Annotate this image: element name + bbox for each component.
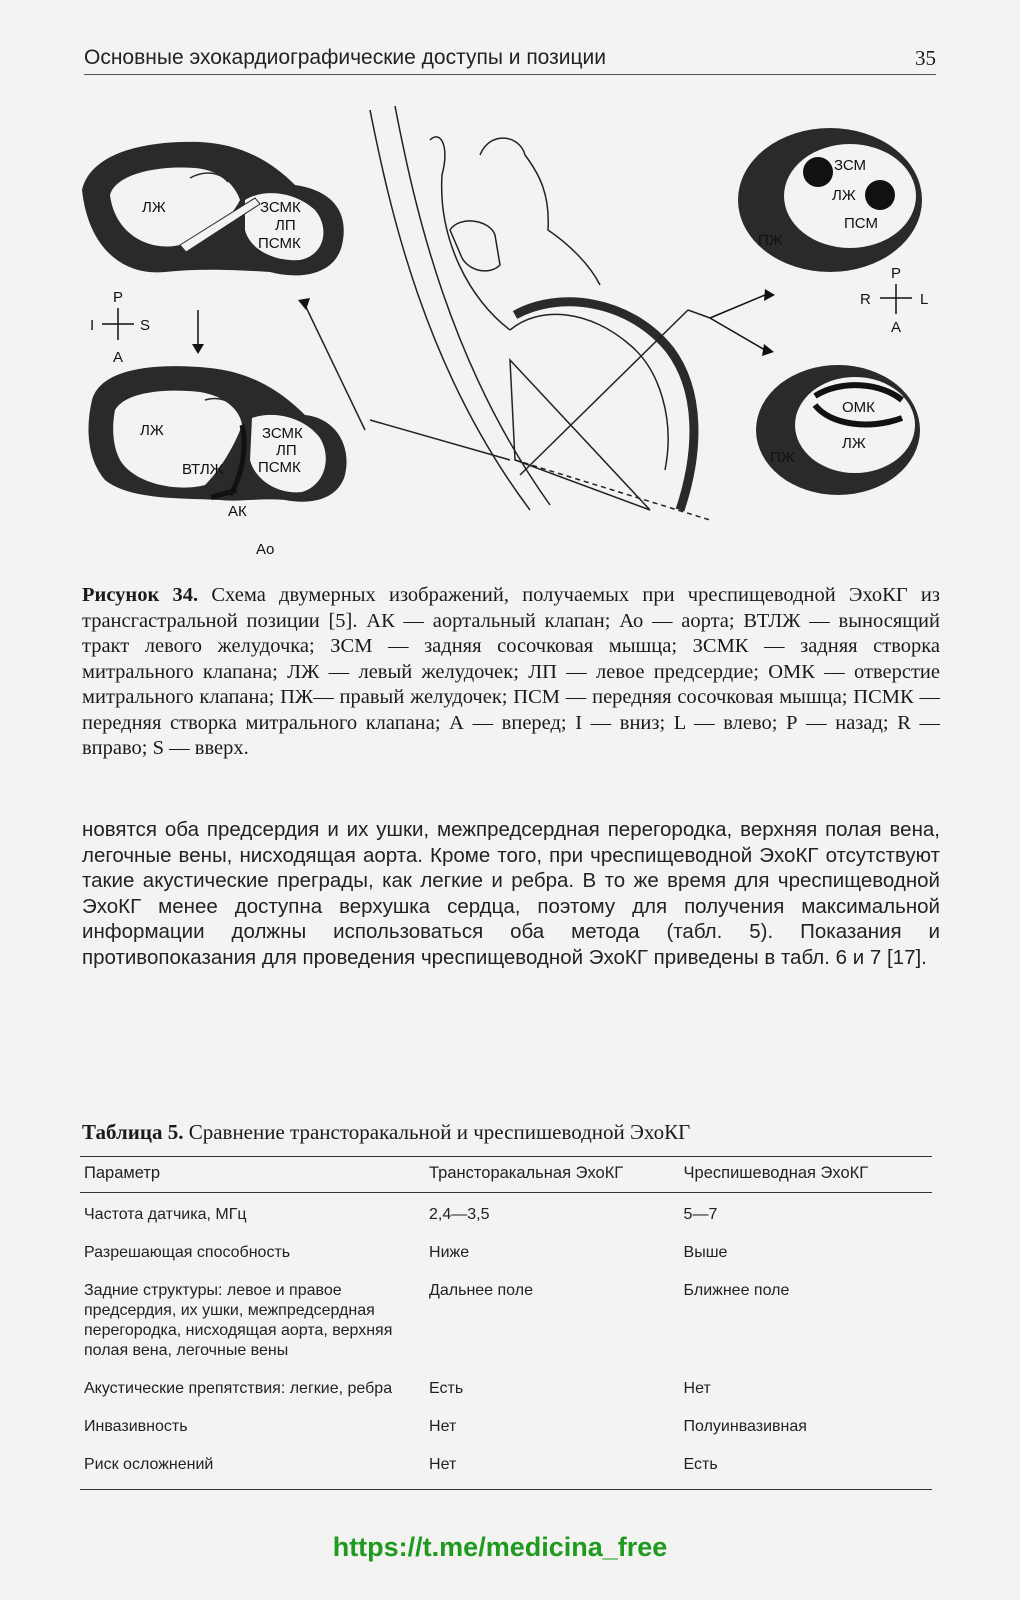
central-heart bbox=[305, 106, 710, 520]
label-lzh-2: ЛЖ bbox=[140, 422, 164, 439]
table-cell: Выше bbox=[683, 1244, 728, 1261]
label-lzh-3: ЛЖ bbox=[832, 187, 856, 204]
figure-caption bbox=[82, 583, 940, 762]
running-title: Основные эхокардиографические доступы и позиции bbox=[84, 46, 606, 69]
column-header: Чреспишеводная ЭхоКГ bbox=[680, 1157, 932, 1193]
table-row bbox=[80, 1193, 932, 1232]
table-header-row bbox=[80, 1157, 932, 1193]
table-row bbox=[80, 1405, 932, 1443]
axis-i: I bbox=[90, 317, 95, 334]
label-ak: АК bbox=[228, 503, 247, 520]
column-header: Параметр bbox=[80, 1157, 425, 1193]
table-row bbox=[80, 1443, 932, 1490]
axis-a: A bbox=[113, 349, 124, 366]
table-cell: Нет bbox=[425, 1443, 680, 1490]
table-cell: 5—7 bbox=[683, 1206, 718, 1223]
column-header: Трансторакальная ЭхоКГ bbox=[425, 1157, 680, 1193]
table-cell: Нет bbox=[683, 1380, 711, 1397]
label-zsm: ЗСМ bbox=[834, 157, 867, 174]
table-title bbox=[82, 1120, 690, 1145]
label-pzh-2: ПЖ bbox=[770, 449, 795, 466]
axis-s: S bbox=[140, 317, 151, 334]
label-lzh-4: ЛЖ bbox=[842, 435, 866, 452]
label-pzh: ПЖ bbox=[758, 232, 783, 249]
table-cell: Риск осложнений bbox=[80, 1443, 425, 1490]
label-zsmk: ЗСМК bbox=[260, 199, 301, 216]
table-cell: Частота датчика, МГц bbox=[84, 1206, 247, 1223]
axis-cross-right bbox=[860, 265, 928, 336]
axis-cross-left bbox=[90, 289, 150, 366]
echo-schematic bbox=[70, 100, 970, 570]
table-cell: Инвазивность bbox=[84, 1418, 188, 1435]
table-row bbox=[80, 1367, 932, 1405]
body-paragraph: новятся оба предсердия и их ушки, межпредсердная перегородка, верхняя полая вена, легочные вены, нисходящая аорта. Кроме того, при чреспищеводной ЭхоКГ отсутствуют такие акустические преграды, как легкие и ребра. В то же время для чреспищеводной ЭхоКГ менее доступна верхушка сердца, поэтому для получения максимальной информации должны использоваться оба метода (табл. 5). Показания и противопоказания для проведения чреспищеводной ЭхоКГ приведены в табл. 6 и 7 [17]. bbox=[82, 818, 940, 969]
table-title-text: Сравнение трансторакальной и чреспишеводной ЭхоКГ bbox=[188, 1120, 691, 1144]
arrow-up-left bbox=[298, 298, 310, 310]
axis-p-2: P bbox=[891, 265, 902, 282]
table-cell: Акустические препятствия: легкие, ребра bbox=[84, 1380, 393, 1397]
view-top-left bbox=[82, 142, 344, 276]
label-vtlzh: ВТЛЖ bbox=[182, 461, 224, 478]
axis-p: P bbox=[113, 289, 124, 306]
label-omk: ОМК bbox=[842, 399, 875, 416]
axis-r: R bbox=[860, 291, 871, 308]
label-lp: ЛП bbox=[275, 217, 296, 234]
table-cell: Разрешающая способность bbox=[84, 1244, 291, 1261]
label-zsmk-2: ЗСМК bbox=[262, 425, 303, 442]
table-cell: Полуинвазивная bbox=[683, 1418, 807, 1435]
table-cell: Есть bbox=[680, 1443, 932, 1490]
table-row bbox=[80, 1231, 932, 1269]
axis-a-2: A bbox=[891, 319, 902, 336]
figure-34 bbox=[70, 100, 970, 570]
table-cell: 2,4—3,5 bbox=[429, 1206, 490, 1223]
caption-label: Рисунок 34. bbox=[82, 584, 199, 606]
table-cell: Дальнее поле bbox=[429, 1282, 533, 1299]
table-cell: Ближнее поле bbox=[683, 1282, 790, 1299]
label-psm: ПСМ bbox=[844, 215, 878, 232]
label-ao: Ao bbox=[256, 541, 275, 558]
label-psmk-2: ПСМК bbox=[258, 459, 301, 476]
page-number: 35 bbox=[915, 46, 936, 70]
view-bottom-right bbox=[756, 365, 920, 495]
caption-text: Схема двумерных изображений, получаемых при чреспищеводной ЭхоКГ из трансгастральной позиции [5]. АК — аортальный клапан; Ао — аорта; ВТЛЖ — выносящий тракт левого желудочка; ЗСМ — задняя сосочковая мышца; ЗСМК — задняя створка митрального клапана; ЛЖ — левый желудочек; ЛП — левое предсердие; ОМК — отверстие митрального клапана; ПЖ— правый желудочек; ПСМ — передняя сосочковая мышца; ПСМК — передняя створка митрального клапана; А — вперед; I — вниз; L — влево; Р — назад; R — вправо; S — вверх. bbox=[82, 584, 940, 759]
table-cell: Нет bbox=[429, 1418, 457, 1435]
table-cell: Ниже bbox=[429, 1244, 470, 1261]
table-cell: Задние структуры: левое и правое предсердия, их ушки, межпредсердная перегородка, нисходящая аорта, верхняя полая вена, легочные вены bbox=[84, 1282, 393, 1359]
axis-l: L bbox=[920, 291, 929, 308]
comparison-table bbox=[80, 1156, 932, 1490]
label-psmk: ПСМК bbox=[258, 235, 301, 252]
view-bottom-left bbox=[88, 366, 346, 558]
table-label: Таблица 5. bbox=[82, 1120, 184, 1144]
view-top-right bbox=[738, 128, 922, 272]
table-cell: Есть bbox=[429, 1380, 464, 1397]
telegram-link[interactable]: https://t.me/medicina_free bbox=[332, 1532, 668, 1562]
label-lp-2: ЛП bbox=[276, 442, 297, 459]
table-row bbox=[80, 1269, 932, 1367]
label-lzh: ЛЖ bbox=[142, 199, 166, 216]
page-header bbox=[84, 44, 936, 75]
